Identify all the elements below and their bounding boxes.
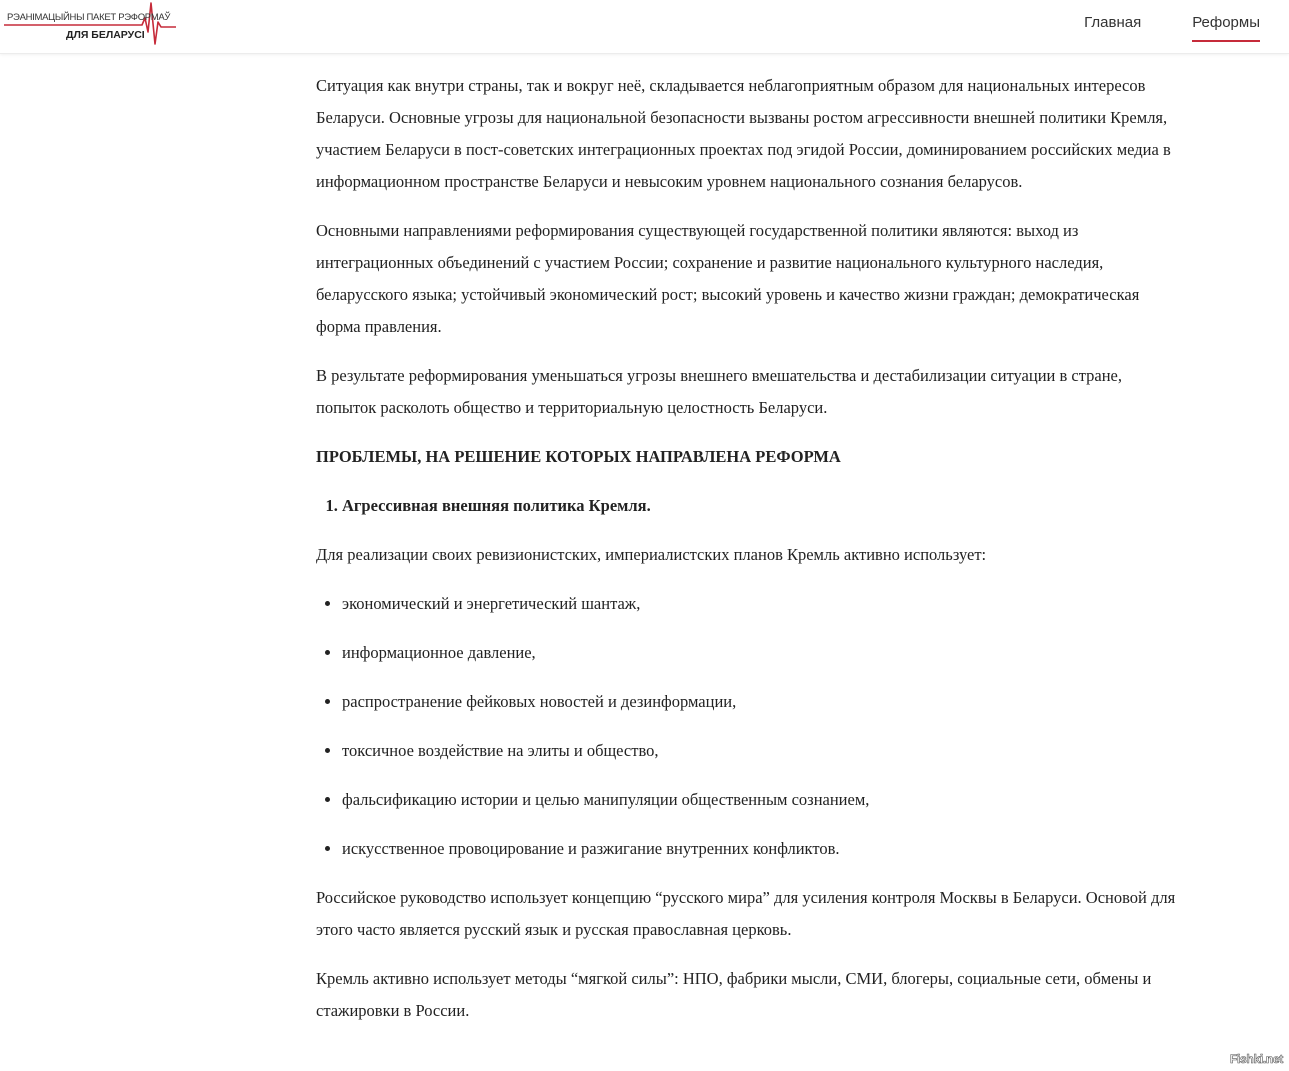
bullet-item: • распространение фейковых новостей и дезинформации, (342, 686, 1186, 718)
nav-item-home[interactable]: Главная (1084, 14, 1142, 31)
paragraph-situation: Ситуация как внутри страны, так и вокруг неё, складывается неблагоприятным образом для национальных интересов Беларуси. Основные угрозы для национальной безопасности вызваны ростом агрессивности внешней политики Кремля, участием Беларуси в пост-советских интеграционных проектах под эгидой России, доминированием российских медиа в информационном пространстве Беларуси и невысоким уровнем национального сознания беларусов. (316, 76, 1171, 191)
nav-item-reforms[interactable]: Реформы (1192, 0, 1260, 41)
problems-list (316, 490, 1186, 522)
paragraph-russian-world: Российское руководство использует концепцию “русского мира” для усиления контроля Москвы в Беларуси. Основой для этого часто является русский язык и русская православная церковь. (316, 888, 1176, 939)
site-header (0, 0, 1289, 54)
paragraph-directions: Основными направлениями реформирования существующей государственной политики являются: выход из интеграционных объединений с участием России; сохранение и развитие национального культурного наследия, беларусского языка; устойчивый экономический рост; высокий уровень и качество жизни граждан; демократическая форма правления. (316, 221, 1140, 336)
paragraph-result: В результате реформирования уменьшаться угрозы внешнего вмешательства и дестабилизации ситуации в стране, попыток расколоть общество и территориальную целостность Беларуси. (316, 366, 1123, 417)
article-content (316, 70, 1186, 1044)
main-nav (1033, 0, 1260, 53)
site-logo[interactable] (4, 0, 176, 48)
paragraph-soft-power: Кремль активно использует методы “мягкой силы”: НПО, фабрики мысли, СМИ, блогеры, социальные сети, обмены и стажировки в России. (316, 969, 1152, 1020)
bullet-item: • искусственное провоцирование и разжигание внутренних конфликтов. (342, 833, 1186, 865)
paragraph-kremlin-tools: Для реализации своих ревизионистских, империалистских планов Кремль активно использует: (316, 545, 987, 564)
logo-title-line1: РЭАНІМАЦЫЙНЫ ПАКЕТ РЭФОРМАЎ (7, 12, 171, 23)
bullet-item: • информационное давление, (342, 637, 1186, 669)
logo-title-line2: ДЛЯ БЕЛАРУСІ (66, 29, 145, 41)
bullet-item: • фальсификацию истории и целью манипуляции общественным сознанием, (342, 784, 1186, 816)
problem-item: 1. Агрессивная внешняя политика Кремля. (342, 490, 1186, 522)
watermark: Fishki.net (1229, 1052, 1283, 1066)
bullet-item: • токсичное воздействие на элиты и общество, (342, 735, 1186, 767)
section-heading: ПРОБЛЕМЫ, НА РЕШЕНИЕ КОТОРЫХ НАПРАВЛЕНА РЕФОРМА (316, 447, 841, 466)
bullet-item: • экономический и энергетический шантаж, (342, 588, 1186, 620)
tools-bullet-list (316, 588, 1186, 865)
